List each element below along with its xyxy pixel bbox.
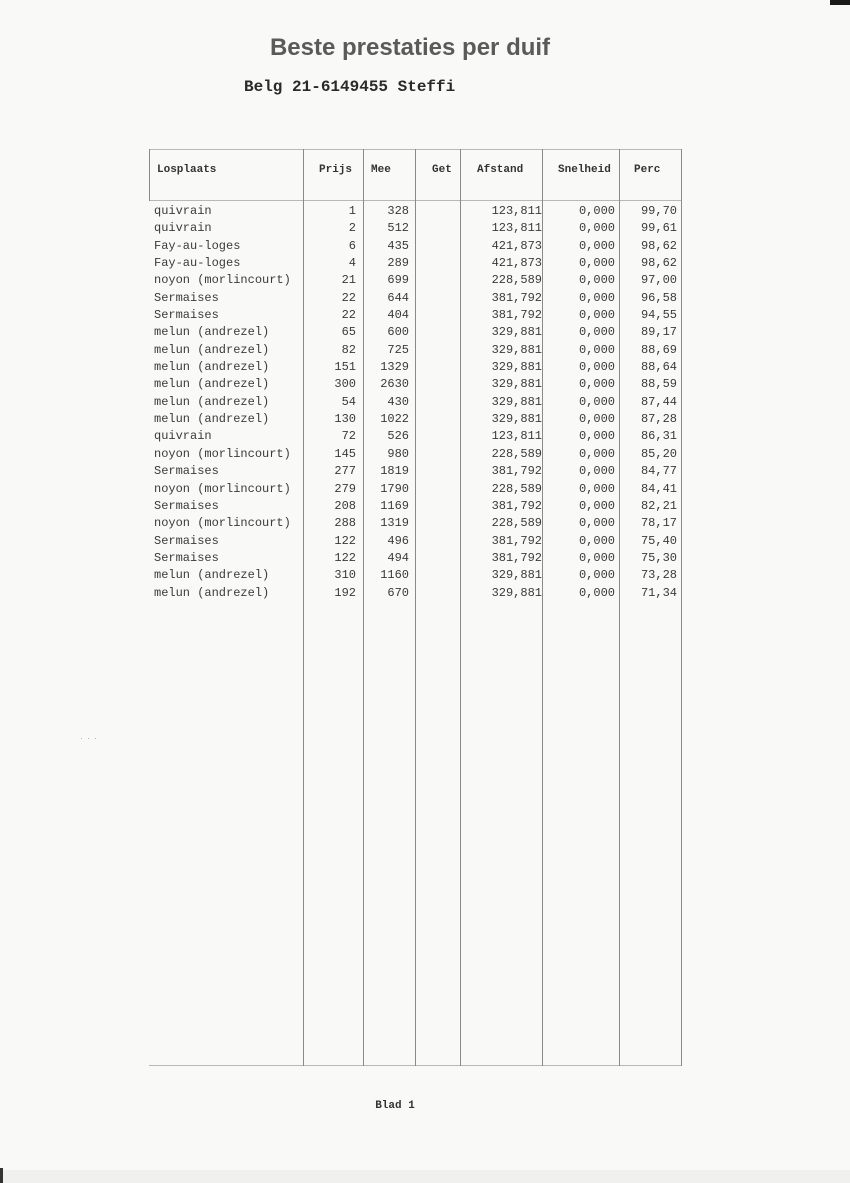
cell-mee: 600 bbox=[387, 325, 409, 340]
cell-losplaats: Sermaises bbox=[154, 290, 219, 305]
cell-mee: 512 bbox=[387, 221, 409, 236]
table-row bbox=[149, 203, 682, 220]
header-mee: Mee bbox=[371, 164, 391, 176]
scan-speck: ··· bbox=[80, 733, 101, 743]
cell-mee: 496 bbox=[387, 533, 409, 548]
cell-snelheid: 0,000 bbox=[578, 585, 615, 600]
cell-snelheid: 0,000 bbox=[578, 533, 615, 548]
cell-prijs: 145 bbox=[334, 446, 356, 461]
cell-losplaats: Sermaises bbox=[154, 533, 219, 548]
table-row bbox=[149, 515, 682, 532]
cell-perc: 75,40 bbox=[640, 533, 677, 548]
cell-perc: 88,69 bbox=[640, 342, 677, 357]
table-row bbox=[149, 567, 682, 584]
results-table bbox=[149, 149, 682, 1066]
cell-snelheid: 0,000 bbox=[578, 550, 615, 565]
header-afstand: Afstand bbox=[477, 164, 524, 176]
cell-perc: 78,17 bbox=[640, 516, 677, 531]
cell-prijs: 122 bbox=[334, 550, 356, 565]
cell-perc: 88,59 bbox=[640, 377, 677, 392]
table-row bbox=[149, 307, 682, 324]
cell-afstand: 329,881 bbox=[491, 394, 542, 409]
cell-perc: 89,17 bbox=[640, 325, 677, 340]
cell-prijs: 2 bbox=[348, 221, 356, 236]
page-title: Beste prestaties per duif bbox=[269, 34, 551, 61]
cell-mee: 430 bbox=[387, 394, 409, 409]
cell-perc: 84,41 bbox=[640, 481, 677, 496]
table-row bbox=[149, 550, 682, 567]
header-prijs: Prijs bbox=[319, 164, 353, 176]
table-row bbox=[149, 428, 682, 445]
cell-perc: 98,62 bbox=[640, 256, 677, 271]
cell-mee: 1022 bbox=[380, 412, 409, 427]
cell-perc: 86,31 bbox=[640, 429, 677, 444]
cell-snelheid: 0,000 bbox=[578, 429, 615, 444]
table-row bbox=[149, 394, 682, 411]
cell-losplaats: melun (andrezel) bbox=[154, 360, 270, 375]
cell-snelheid: 0,000 bbox=[578, 308, 615, 323]
cell-mee: 289 bbox=[387, 256, 409, 271]
scan-bottom-strip bbox=[0, 1170, 850, 1183]
cell-prijs: 6 bbox=[348, 238, 356, 253]
cell-prijs: 21 bbox=[341, 273, 356, 288]
cell-prijs: 288 bbox=[334, 516, 356, 531]
cell-snelheid: 0,000 bbox=[578, 221, 615, 236]
cell-snelheid: 0,000 bbox=[578, 446, 615, 461]
table-row bbox=[149, 238, 682, 255]
cell-losplaats: Sermaises bbox=[154, 550, 219, 565]
table-row bbox=[149, 446, 682, 463]
cell-perc: 85,20 bbox=[640, 446, 677, 461]
cell-perc: 84,77 bbox=[640, 464, 677, 479]
cell-snelheid: 0,000 bbox=[578, 273, 615, 288]
cell-afstand: 381,792 bbox=[491, 550, 542, 565]
column-divider bbox=[149, 149, 150, 201]
cell-perc: 97,00 bbox=[640, 273, 677, 288]
cell-afstand: 123,811 bbox=[491, 429, 542, 444]
cell-mee: 1819 bbox=[380, 464, 409, 479]
cell-mee: 670 bbox=[387, 585, 409, 600]
header-get: Get bbox=[432, 164, 452, 176]
cell-prijs: 1 bbox=[348, 204, 356, 218]
cell-prijs: 208 bbox=[334, 498, 356, 513]
cell-mee: 494 bbox=[387, 550, 409, 565]
cell-losplaats: noyon (morlincourt) bbox=[154, 446, 291, 461]
cell-losplaats: melun (andrezel) bbox=[154, 342, 270, 357]
cell-prijs: 192 bbox=[334, 585, 356, 600]
table-row bbox=[149, 498, 682, 515]
cell-perc: 71,34 bbox=[640, 585, 677, 600]
cell-snelheid: 0,000 bbox=[578, 516, 615, 531]
cell-losplaats: Fay-au-loges bbox=[154, 256, 241, 271]
cell-perc: 99,70 bbox=[640, 204, 677, 218]
cell-prijs: 22 bbox=[341, 290, 356, 305]
table-row bbox=[149, 481, 682, 498]
cell-losplaats: Fay-au-loges bbox=[154, 238, 241, 253]
cell-snelheid: 0,000 bbox=[578, 394, 615, 409]
cell-snelheid: 0,000 bbox=[578, 204, 615, 218]
cell-perc: 88,64 bbox=[640, 360, 677, 375]
table-row bbox=[149, 272, 682, 289]
table-row bbox=[149, 376, 682, 393]
table-row bbox=[149, 220, 682, 237]
cell-afstand: 329,881 bbox=[491, 342, 542, 357]
cell-mee: 1790 bbox=[380, 481, 409, 496]
cell-prijs: 65 bbox=[341, 325, 356, 340]
cell-snelheid: 0,000 bbox=[578, 256, 615, 271]
cell-mee: 404 bbox=[387, 308, 409, 323]
cell-snelheid: 0,000 bbox=[578, 325, 615, 340]
cell-perc: 94,55 bbox=[640, 308, 677, 323]
table-row bbox=[149, 585, 682, 602]
cell-losplaats: melun (andrezel) bbox=[154, 394, 270, 409]
cell-prijs: 279 bbox=[334, 481, 356, 496]
cell-afstand: 228,589 bbox=[491, 516, 542, 531]
cell-losplaats: noyon (morlincourt) bbox=[154, 481, 291, 496]
cell-prijs: 122 bbox=[334, 533, 356, 548]
cell-mee: 1160 bbox=[380, 568, 409, 583]
page-number: Blad 1 bbox=[375, 1100, 415, 1112]
cell-perc: 96,58 bbox=[640, 290, 677, 305]
cell-mee: 725 bbox=[387, 342, 409, 357]
cell-losplaats: melun (andrezel) bbox=[154, 412, 270, 427]
table-row bbox=[149, 255, 682, 272]
cell-mee: 644 bbox=[387, 290, 409, 305]
cell-afstand: 329,881 bbox=[491, 377, 542, 392]
cell-perc: 99,61 bbox=[640, 221, 677, 236]
cell-snelheid: 0,000 bbox=[578, 377, 615, 392]
table-row bbox=[149, 533, 682, 550]
cell-losplaats: quivrain bbox=[154, 221, 212, 236]
cell-prijs: 72 bbox=[341, 429, 356, 444]
cell-prijs: 310 bbox=[334, 568, 356, 583]
cell-perc: 75,30 bbox=[640, 550, 677, 565]
cell-prijs: 54 bbox=[341, 394, 356, 409]
cell-prijs: 82 bbox=[341, 342, 356, 357]
cell-prijs: 277 bbox=[334, 464, 356, 479]
cell-afstand: 329,881 bbox=[491, 412, 542, 427]
cell-losplaats: noyon (morlincourt) bbox=[154, 273, 291, 288]
cell-prijs: 4 bbox=[348, 256, 356, 271]
cell-losplaats: melun (andrezel) bbox=[154, 377, 270, 392]
cell-perc: 98,62 bbox=[640, 238, 677, 253]
cell-losplaats: quivrain bbox=[154, 204, 212, 218]
table-row bbox=[149, 411, 682, 428]
cell-losplaats: melun (andrezel) bbox=[154, 325, 270, 340]
cell-snelheid: 0,000 bbox=[578, 360, 615, 375]
cell-mee: 1169 bbox=[380, 498, 409, 513]
cell-afstand: 228,589 bbox=[491, 273, 542, 288]
cell-afstand: 329,881 bbox=[491, 585, 542, 600]
cell-afstand: 228,589 bbox=[491, 446, 542, 461]
cell-afstand: 329,881 bbox=[491, 568, 542, 583]
header-perc: Perc bbox=[634, 164, 661, 176]
cell-afstand: 123,811 bbox=[491, 204, 542, 218]
table-body bbox=[149, 203, 682, 602]
cell-afstand: 381,792 bbox=[491, 308, 542, 323]
cell-snelheid: 0,000 bbox=[578, 342, 615, 357]
cell-losplaats: melun (andrezel) bbox=[154, 568, 270, 583]
cell-snelheid: 0,000 bbox=[578, 568, 615, 583]
header-losplaats: Losplaats bbox=[157, 164, 217, 176]
cell-perc: 82,21 bbox=[640, 498, 677, 513]
cell-mee: 526 bbox=[387, 429, 409, 444]
cell-losplaats: melun (andrezel) bbox=[154, 585, 270, 600]
table-row bbox=[149, 463, 682, 480]
cell-mee: 2630 bbox=[380, 377, 409, 392]
cell-losplaats: quivrain bbox=[154, 429, 212, 444]
cell-afstand: 123,811 bbox=[491, 221, 542, 236]
cell-snelheid: 0,000 bbox=[578, 290, 615, 305]
cell-prijs: 22 bbox=[341, 308, 356, 323]
cell-afstand: 329,881 bbox=[491, 360, 542, 375]
cell-prijs: 130 bbox=[334, 412, 356, 427]
header-snelheid: Snelheid bbox=[558, 164, 611, 176]
cell-mee: 1319 bbox=[380, 516, 409, 531]
cell-afstand: 381,792 bbox=[491, 498, 542, 513]
cell-afstand: 381,792 bbox=[491, 290, 542, 305]
cell-snelheid: 0,000 bbox=[578, 498, 615, 513]
cell-afstand: 421,873 bbox=[491, 238, 542, 253]
cell-perc: 73,28 bbox=[640, 568, 677, 583]
pigeon-identifier: Belg 21-6149455 Steffi bbox=[244, 78, 456, 96]
cell-perc: 87,28 bbox=[640, 412, 677, 427]
cell-losplaats: noyon (morlincourt) bbox=[154, 516, 291, 531]
cell-mee: 980 bbox=[387, 446, 409, 461]
table-row bbox=[149, 342, 682, 359]
cell-mee: 435 bbox=[387, 238, 409, 253]
cell-perc: 87,44 bbox=[640, 394, 677, 409]
cell-afstand: 381,792 bbox=[491, 533, 542, 548]
cell-afstand: 329,881 bbox=[491, 325, 542, 340]
cell-mee: 1329 bbox=[380, 360, 409, 375]
cell-prijs: 151 bbox=[334, 360, 356, 375]
table-row bbox=[149, 359, 682, 376]
cell-mee: 328 bbox=[387, 204, 409, 218]
table-row bbox=[149, 290, 682, 307]
cell-snelheid: 0,000 bbox=[578, 412, 615, 427]
cell-prijs: 300 bbox=[334, 377, 356, 392]
cell-afstand: 421,873 bbox=[491, 256, 542, 271]
cell-afstand: 381,792 bbox=[491, 464, 542, 479]
cell-snelheid: 0,000 bbox=[578, 238, 615, 253]
table-row bbox=[149, 324, 682, 341]
cell-mee: 699 bbox=[387, 273, 409, 288]
cell-losplaats: Sermaises bbox=[154, 498, 219, 513]
cell-snelheid: 0,000 bbox=[578, 481, 615, 496]
cell-losplaats: Sermaises bbox=[154, 308, 219, 323]
scan-edge-mark bbox=[0, 1168, 3, 1183]
cell-losplaats: Sermaises bbox=[154, 464, 219, 479]
cell-afstand: 228,589 bbox=[491, 481, 542, 496]
scan-corner-mark bbox=[830, 0, 850, 5]
cell-snelheid: 0,000 bbox=[578, 464, 615, 479]
